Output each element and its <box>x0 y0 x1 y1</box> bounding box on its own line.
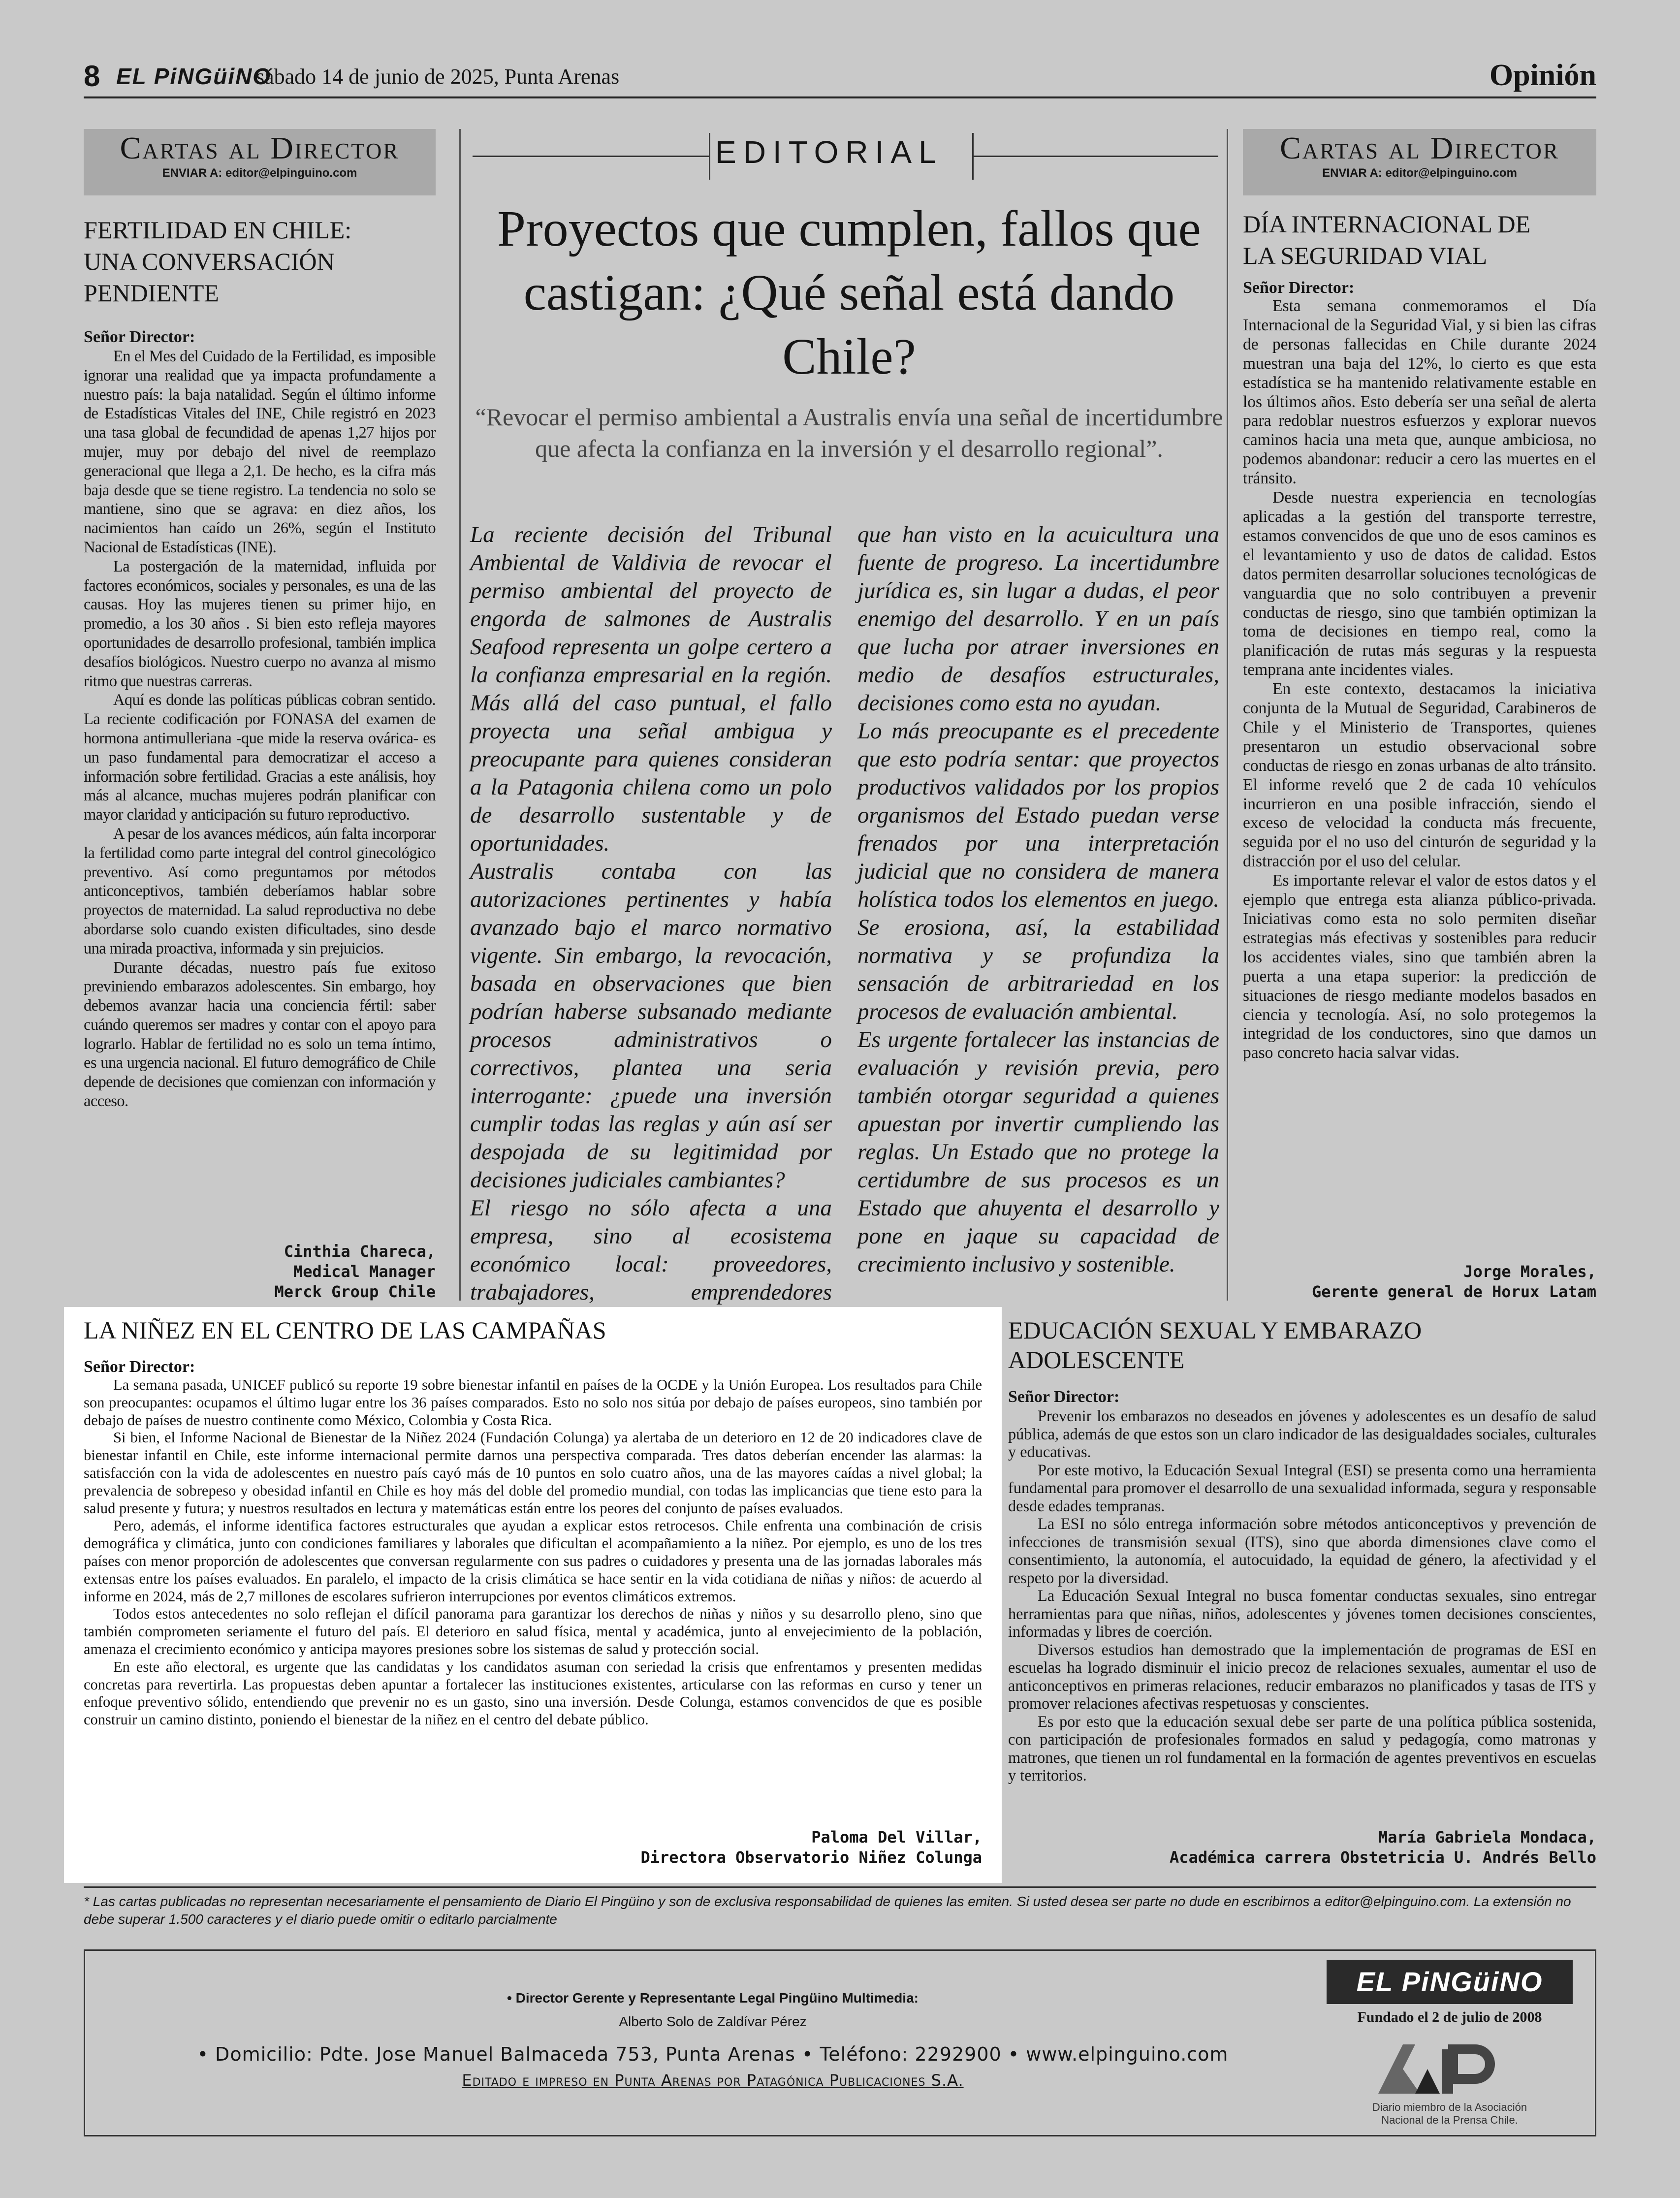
contact-line: • Domicilio: Pdte. Jose Manuel Balmaceda 753, Punta Arenas • Teléfono: 2292900 • www.elpinguino.com <box>197 2043 1229 2065</box>
anp-logo <box>1368 2039 1531 2128</box>
letter-signature: Cinthia Chareca, Medical Manager Merck Group Chile <box>274 1242 436 1301</box>
letter-signature: Jorge Morales, Gerente general de Horux Latam <box>1312 1262 1596 1301</box>
letter-body: Esta semana conmemoramos el Día Internacional de la Seguridad Vial, y si bien las cifras de personas fallecidas en Chile durante 2024 muestran una baja del 12%, lo cierto es que esta estadística se ha mantenido relativamente estable en los últimos años. Esto debería ser una señal de alerta para redoblar nuestros esfuerzos y explorar nuevos caminos hacia una meta que, aunque ambiciosa, no podemos abandonar: reducir a cero las muertes en el tránsito. Desde nuestra experiencia en tecnologías aplicadas a la gestión del transporte terrestre, estamos convencidos de que uno de esos caminos es el levantamiento y uso de datos de calidad. Estos datos permiten desarrollar soluciones tecnológicas de vanguardia que no solo contribuyen a prevenir conductas de riesgo, sino que también optimizan la toma de decisiones en tiempo real, como la planificación de rutas más seguras y la respuesta temprana ante incidentes viales. En este contexto, destacamos la iniciativa conjunta de la Mutual de Seguridad, Carabineros de Chile y el Ministerio de Transportes, quienes presentaron un estudio observacional sobre conductas de riesgo en zonas urbanas de alto tránsito. El informe reveló que 2 de cada 10 vehículos incurrieron en una posible infracción, siendo el exceso de velocidad la conducta más frecuente, seguida por el no uso del cinturón de seguridad y la distracción por el uso del celular. Es importante relevar el valor de estos datos y el ejemplo que entrega esta alianza público-privada. Iniciativas como esta no solo permiten diseñar estrategias más efectivas y sostenibles para reducir los accidentes viales, sino que también abren la puerta a una etapa superior: la predicción de situaciones de riesgo mediante modelos basados en ciencia y tecnología. Así, no solo protegemos la integridad de los conductores, sino que damos un paso concreto hacia salvar vidas. <box>1243 297 1596 1062</box>
bottom-right-letter <box>1008 1315 1596 1784</box>
bottom-left-letter <box>84 1315 982 1729</box>
editorial-title: Proyectos que cumplen, fallos que castigan: ¿Qué señal está dando Chile? <box>497 200 1201 385</box>
header-rule <box>84 96 1596 98</box>
cartas-title: Cartas al Director <box>1280 130 1559 165</box>
salutation: Señor Director: <box>84 328 195 346</box>
founded-date: Fundado el 2 de julio de 2008 <box>1357 2009 1542 2025</box>
editorial-tick <box>709 133 710 180</box>
anp-caption: Diario miembro de la Asociación Nacional de la Prensa Chile. <box>1372 2101 1527 2126</box>
cartas-email[interactable]: ENVIAR A: editor@elpinguino.com <box>1322 166 1517 180</box>
editorial-label: EDITORIAL <box>715 134 943 170</box>
left-letter <box>84 129 436 1111</box>
page-number: 8 <box>84 60 100 93</box>
cartas-box <box>84 129 436 195</box>
printed-by: Editado e impreso en Punta Arenas por Patagónica Publicaciones S.A. <box>462 2071 964 2090</box>
letter-body: Prevenir los embarazos no deseados en jóvenes y adolescentes es un desafío de salud pública, además de que estos son un claro indicador de las desigualdades sociales, culturales y educativas. Por este motivo, la Educación Sexual Integral (ESI) se presenta como una herramienta fundamental para promover el desarrollo de una sexualidad informada, segura y responsable desde edades tempranas. La ESI no sólo entrega información sobre métodos anticonceptivos y prevención de infecciones de transmisión sexual (ITS), sino que aborda dimensiones clave como el consentimiento, la autonomía, el autocuidado, la equidad de género, la afectividad y el respeto por la diversidad. La Educación Sexual Integral no busca fomentar conductas sexuales, sino entregar herramientas para que niñas, niños, adolescentes y jóvenes tomen decisiones conscientes, informadas y libres de coerción. Diversos estudios han demostrado que la implementación de programas de ESI en escuelas ha logrado disminuir el inicio precoz de relaciones sexuales, aumentar el uso de anticonceptivos en primeras relaciones, reducir embarazos no planificados y tasas de ITS y promover relaciones afectivas respetuosas y conscientes. Es por esto que la educación sexual debe ser parte de una política pública sostenida, con participación de profesionales formados en salud y pedagogía, como matronas y matrones, que tienen un rol fundamental en la formación de agentes preventivos en escuelas y territorios. <box>1008 1407 1596 1784</box>
letter-signature: Paloma Del Villar, Directora Observatorio Niñez Colunga <box>640 1828 982 1867</box>
letter-title: EDUCACIÓN SEXUAL Y EMBARAZO ADOLESCENTE <box>1008 1316 1422 1373</box>
salutation: Señor Director: <box>1243 279 1355 297</box>
cartas-email[interactable]: ENVIAR A: editor@elpinguino.com <box>162 166 357 180</box>
letter-title: FERTILIDAD EN CHILE: UNA CONVERSACIÓN PENDIENTE <box>84 216 352 307</box>
anp-mark-icon <box>1368 2039 1531 2099</box>
column-divider <box>459 129 461 1301</box>
director-name: Alberto Solo de Zaldívar Pérez <box>619 2014 807 2029</box>
cartas-box <box>1243 129 1596 195</box>
salutation: Señor Director: <box>84 1358 195 1376</box>
letter-body: En el Mes del Cuidado de la Fertilidad, es imposible ignorar una realidad que ya impacta profundamente a nuestro país: la baja natalidad. Según el último informe de Estadísticas Vitales del INE, Chile registró en 2023 una tasa global de fecundidad de apenas 1,27 hijos por mujer, muy por debajo del nivel de reemplazo generacional que llega a 2,1. De hecho, es la cifra más baja desde que se tiene registro. La tendencia no solo se mantiene, sino que se agrava: en diez años, los nacimientos han caído un 26%, según el Instituto Nacional de Estadísticas (INE). La postergación de la maternidad, influida por factores económicos, sociales y personales, es una de las causas. Hoy las mujeres tienen su primer hijo, en promedio, a los 30 años . Si bien esto refleja mayores oportunidades de desarrollo profesional, también implica desafíos biológicos. Nuestro cuerpo no avanza al mismo ritmo que nuestras carreras. Aquí es donde las políticas públicas cobran sentido. La reciente codificación por FONASA del examen de hormona antimulleriana -que mide la reserva ovárica- es un paso fundamental para democratizar el acceso a información sobre fertilidad. Gracias a este análisis, hoy más al alcance, muchas mujeres podrán planificar con mayor claridad y anticipación su futuro reproductivo. A pesar de los avances médicos, aún falta incorporar la fertilidad como parte integral del control ginecológico preventivo. Así como preguntamos por métodos anticonceptivos, también deberíamos hablar sobre proyectos de maternidad. La salud reproductiva no debe abordarse solo cuando existen dificultades, sino desde una mirada proactiva, informada y sin prejuicios. Durante décadas, nuestro país fue exitoso previniendo embarazos adolescentes. Sin embargo, hoy debemos avanzar hacia una conciencia fértil: saber cuándo queremos ser madres y contar con el apoyo para lograrlo. Hablar de fertilidad no es solo un tema íntimo, es una urgencia nacional. El futuro demográfico de Chile depende de decisiones que comienzan con información y acceso. <box>84 348 436 1111</box>
editorial-rule-right <box>972 156 1218 157</box>
salutation: Señor Director: <box>1008 1388 1120 1406</box>
section-title: Opinión <box>1489 59 1596 92</box>
date-line: sábado 14 de junio de 2025, Punta Arenas <box>256 64 620 89</box>
column-divider <box>1227 129 1228 1301</box>
footer-logo: EL PiNGüiNO <box>1327 1960 1573 2004</box>
letter-signature: María Gabriela Mondaca, Académica carrera Obstetricia U. Andrés Bello <box>1170 1828 1596 1867</box>
masthead-footer <box>84 1949 1596 2136</box>
newspaper-logo: EL PiNGüiNO <box>116 64 272 89</box>
editorial-rule-left <box>473 156 709 157</box>
letter-title: LA NIÑEZ EN EL CENTRO DE LAS CAMPAÑAS <box>84 1316 606 1344</box>
right-letter <box>1243 129 1596 1063</box>
letter-title: DÍA INTERNACIONAL DE LA SEGURIDAD VIAL <box>1243 210 1531 269</box>
disclaimer: * Las cartas publicadas no representan necesariamente el pensamiento de Diario El Pingüino y son de exclusiva responsabilidad de quienes las emiten. Si usted desea ser parte no dude en escribirnos a editor@elpinguino.com. La extensión no debe superar 1.500 caracteres y el diario puede omitir o editarlo parcialmente <box>84 1886 1596 1928</box>
director-label: • Director Gerente y Representante Legal Pingüino Multimedia: <box>507 1990 919 2006</box>
editorial-column-2: que han visto en la acuicultura una fuente de progreso. La incertidumbre jurídica es, sin lugar a dudas, el peor enemigo del desarrollo. Y en un país que lucha por atraer inversiones en medio de desafíos estructurales, decisiones como esta no ayudan. Lo más preocupante es el precedente que esto podría sentar: que proyectos productivos validados por los propios organismos del Estado puedan verse frenados por una interpretación judicial que no considera de manera holística todos los elementos en juego. Se erosiona, así, la estabilidad normativa y se profundiza la sensación de arbitrariedad en los procesos de evaluación ambiental. Es urgente fortalecer las instancias de evaluación y revisión previa, pero también otorgar seguridad a quienes apuestan por invertir cumpliendo las reglas. Un Estado que no protege la certidumbre de sus procesos es un Estado que ahuyenta el desarrollo y pone en jaque su capacidad de crecimiento inclusivo y sostenible. <box>857 522 1219 1277</box>
editorial-lead: “Revocar el permiso ambiental a Australis envía una señal de incertidumbre que afecta la confianza en la inversión y el desarrollo regional”. <box>475 403 1223 462</box>
cartas-title: Cartas al Director <box>120 130 400 165</box>
editorial-column-1: La reciente decisión del Tribunal Ambiental de Valdivia de revocar el permiso ambiental del proyecto de engorda de salmones de Australis Seafood representa un golpe certero a la confianza empresarial en la región. Más allá del caso puntual, el fallo proyecta una señal ambigua y preocupante para quienes consideran a la Patagonia chilena como un polo de desarrollo sustentable y de oportunidades. Australis contaba con las autorizaciones pertinentes y había avanzado bajo el marco normativo vigente. Sin embargo, la revocación, basada en observaciones que bien podrían haberse subsanado mediante procesos administrativos o correctivos, plantea una seria interrogante: ¿puede una inversión cumplir todas las reglas y aún así ser despojada de su legitimidad por decisiones judiciales cambiantes? El riesgo no sólo afecta a una empresa, sino al ecosistema económico local: proveedores, trabajadores, emprendedores <box>470 522 832 1305</box>
letter-body: La semana pasada, UNICEF publicó su reporte 19 sobre bienestar infantil en países de la OCDE y la Unión Europea. Los resultados para Chile son preocupantes: ocupamos el último lugar entre los 36 países comparados. Esto no solo nos sitúa por debajo de países europeos, sino también por debajo de países de nuestro continente como México, Colombia y Costa Rica. Si bien, el Informe Nacional de Bienestar de la Niñez 2024 (Fundación Colunga) ya alertaba de un deterioro en 12 de 20 indicadores clave de bienestar infantil en Chile, este informe internacional permite darnos una perspectiva comparada. Tres datos deberían encender las alarmas: la satisfacción con la vida de adolescentes en nuestro país cayó más de 10 puntos en solo cuatro años, una de las mayores caídas a nivel global; la prevalencia de sobrepeso y obesidad infantil en Chile es hoy más del doble del promedio mundial, con todas las implicancias que tiene esto para la salud presente y futura; y nuestros resultados en lectura y matemáticas están entre los peores del conjunto de países evaluados. Pero, además, el informe identifica factores estructurales que ayudan a explicar estos retrocesos. Chile enfrenta una combinación de crisis demográfica y climática, junto con condiciones familiares y laborales que dificultan el acompañamiento a la niñez. Por ejemplo, es uno de los tres países con menor proporción de adolescentes que conversan regularmente con sus padres o cuidadores y presenta una de las jornadas laborales más extensas entre los países evaluados. En paralelo, el impacto de la crisis climática se hace sentir en la vida cotidiana de niñas y niños: de acuerdo al informe en 2024, más de 2,7 millones de escolares sufrieron interrupciones por eventos climáticos extremos. Todos estos antecedentes no solo reflejan el difícil panorama para garantizar los derechos de niñas y niños y su desarrollo pleno, sino que también comprometen seriamente el futuro del país. El deterioro en salud física, mental y académica, junto al envejecimiento de la población, amenaza el crecimiento económico y anticipa mayores presiones sobre los sistemas de salud y protección social. En este año electoral, es urgente que las candidatas y los candidatos asuman con seriedad la crisis que enfrentamos y presenten medidas concretas para revertirla. Las propuestas deben apuntar a fortalecer las instituciones existentes, articularse con las reformas en curso y tener un enfoque preventivo sólido, entendiendo que prevenir no es un gasto, sino una inversión. Desde Colunga, estamos convencidos de que es posible construir un camino distinto, poniendo el bienestar de la niñez en el centro del debate público. <box>84 1376 982 1728</box>
